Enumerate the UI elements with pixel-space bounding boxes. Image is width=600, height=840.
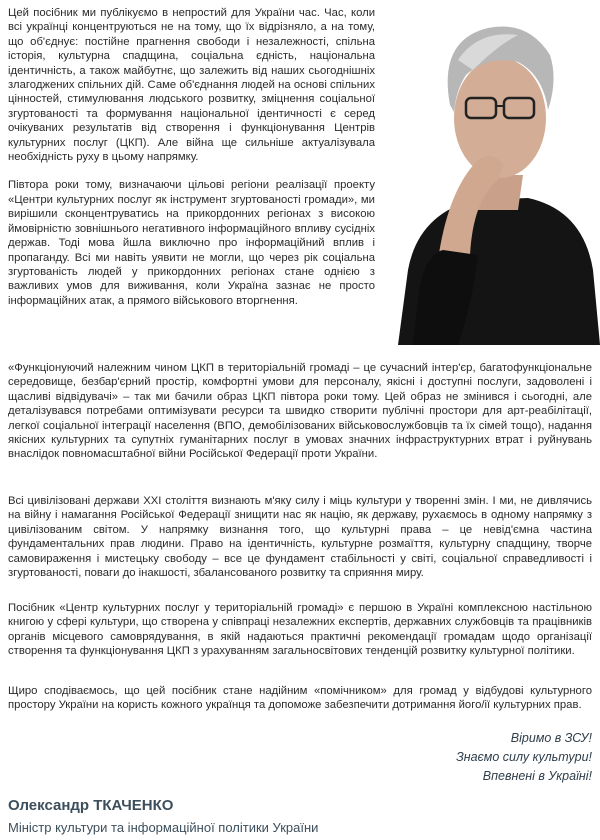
paragraph-1: Цей посібник ми публікуємо в непростий для України час. Час, коли всі українці концентруються не на тому, що їх відрізняло, а на тому, що об'єднує: постійне прагнення свободи і незалежності, спільна історія, культурна спадщина, соціальна єдність, національна ідентичність, а також майбутнє, що залежить від наших сьогоднішніх злагоджених спільних дій. Саме об'єднання людей на основі спільних цінностей, стимулювання людського розвитку, зміцнення соціальної згуртованості та формування національної ідентичності є серед очікуваних результатів від створення і функціонування Центрів культурних послуг (ЦКП). Але війна ще сильніше актуалізувала необхідність руху в цьому напрямку. [8,7,375,164]
paragraph-5: Посібник «Центр культурних послуг у територіальній громаді» є першою в Україні комплексною настільною книгою у сфері культури, що створена у співпраці незалежних експертів, державних службовців та працівників органів місцевого самоврядування, в якій надаються практичні рекомендації громадам щодо організації створення та функціонування ЦКП з урахуванням загальносвітових тенденцій розвитку культурної політики. [8,602,592,658]
paragraph-4-block [8,494,592,580]
intro-column [8,6,375,322]
signature-role: Міністр культури та інформаційної політики України [8,820,319,835]
paragraph-6: Щиро сподіваємось, що цей посібник стане надійним «помічником» для громад у відбудові культурного простору України на користь кожного українця та допоможе забезпечити дотримання його/ії культурних прав. [8,685,592,712]
paragraph-5-block [8,601,592,659]
paragraph-6-block [8,684,592,713]
slogan-3: Впевнені в Україні! [482,769,592,783]
slogans [456,729,592,786]
paragraph-4: Всі цивілізовані держави XXI століття визнають м'яку силу і міць культури у творенні змін. І ми, не дивлячись на війну і намагання Російської Федерації знищити нас як націю, як державу, рухаємось в одному напрямку з цивілізованим світом. У напрямку визнання того, що культурні права – це невід'ємна частина фундаментальних прав людини. Право на ідентичність, культурне розмаїття, культурну спадщину, творче самовираження і мистецьку свободу – все це фундамент стабільності у світі, соціальної справедливості і згуртованості, поваги до інакшості, збалансованого розвитку та сприяння миру. [8,495,592,580]
slogan-1: Віримо в ЗСУ! [510,731,592,745]
paragraph-3-block [8,361,592,462]
paragraph-3: «Функціонуючий належним чином ЦКП в територіальній громаді – це сучасний інтер'єр, багатофункціональне середовище, безбар'єрний простір, комфортні умови для персоналу, якісні і доступні послуги, задоволені і щасливі відвідувачі» – так ми бачили образ ЦКП півтора роки тому. Цей образ не змінився і сьогодні, але деталізувався потребами оптимізувати ресурси та швидко створити публічні простори для арт-реабілітації, легкої соціальної інтеграції населення (ВПО, демобілізованих військовослужбовців та їх сімей тощо), надання якісних культурних та супутніх гуманітарних послуг в умовах значних інфраструктурних втрат і руйнувань внаслідок повномасштабної війни Російської Федерації проти України. [8,362,592,461]
slogan-2: Знаємо силу культури! [456,750,592,764]
author-photo [378,0,600,345]
signature-name: Олександр ТКАЧЕНКО [8,797,174,814]
paragraph-2: Півтора роки тому, визначаючи цільові регіони реалізації проекту «Центри культурних послуг як інструмент згуртованості громади», ми вирішили сконцентруватись на прикордонних регіонах з високою ймовірністю зовнішнього негативного інформаційного впливу сусідніх держав. Тоді мова йшла виключно про інформаційний вплив і пропаганду. Всі ми навіть уявити не могли, що через рік соціальна згуртованість людей у прикордонних регіонах стане однією з важливих умов для виживання, коли Україна зазнає не просто інформаційних атак, а прямого військового вторгнення. [8,179,375,307]
